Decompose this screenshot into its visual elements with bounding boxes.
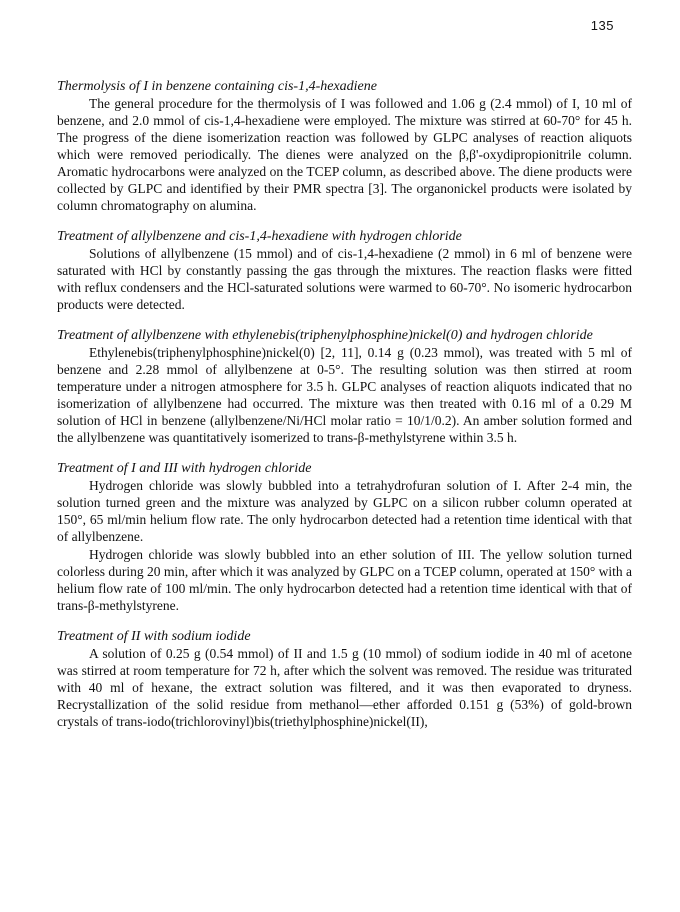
paragraph: Solutions of allylbenzene (15 mmol) and of cis-1,4-hexadiene (2 mmol) in 6 ml of benzene were saturated with HCl by constantly passing the gas through the mixtures. The reaction flasks were fitted with reflux condensers and the HCl-saturated solutions were warmed to 60-70°. No isomeric hydrocarbon products were detected. xyxy=(57,246,632,312)
section-title: Thermolysis of I in benzene containing cis-1,4-hexadiene xyxy=(57,79,377,94)
paragraph: A solution of 0.25 g (0.54 mmol) of II and 1.5 g (10 mmol) of sodium iodide in 40 ml of acetone was stirred at room temperature for 72 h, after which the solvent was removed. The residue was triturated with 40 ml of hexane, the extract solution was filtered, and it was then evaporated to dryness. Recrystallization of the solid residue from methanol—ether afforded 0.151 g (53%) of gold-brown crystals of trans-iodo(trichlorovinyl)bis(triethylphosphine)nickel(II), xyxy=(57,646,632,729)
paragraph: Ethylenebis(triphenylphosphine)nickel(0) [2, 11], 0.14 g (0.23 mmol), was treated with 5 ml of benzene and 2.28 mmol of allylbenzene at 0-5°. The resulting solution was then stirred at room temperature under a nitrogen atmosphere for 3.5 h. GLPC analyses of reaction aliquots indicated that no isomerization of allylbenzene had occurred. The mixture was then treated with 0.16 ml of a 0.29 M solution of HCl in benzene (allylbenzene/Ni/HCl molar ratio = 10/1/0.2). An amber solution formed and the allylbenzene was quantitatively isomerized to trans-β-methylstyrene within 3.5 h. xyxy=(57,345,632,445)
section-allylbenzene-hcl xyxy=(57,228,632,313)
article-body xyxy=(57,78,632,744)
paragraph: The general procedure for the thermolysis of I was followed and 1.06 g (2.4 mmol) of I, 10 ml of benzene, and 2.0 mmol of cis-1,4-hexadiene were employed. The mixture was stirred at 60-70° for 45 h. The progress of the diene isomerization reaction was followed by GLPC analyses of reaction aliquots which were removed periodically. The dienes were analyzed on the β,β'-oxydipropionitrile column. Aromatic hydrocarbons were analyzed on the TCEP column, as described above. The diene products were collected by GLPC and identified by their PMR spectra [3]. The organonickel products were isolated by column chromatography on alumina. xyxy=(57,96,632,213)
section-title: Treatment of allylbenzene with ethylenebis(triphenylphosphine)nickel(0) and hydrogen chloride xyxy=(57,328,593,343)
section-title: Treatment of allylbenzene and cis-1,4-hexadiene with hydrogen chloride xyxy=(57,229,462,244)
section-title: Treatment of I and III with hydrogen chloride xyxy=(57,461,312,476)
section-allylbenzene-nickel xyxy=(57,327,632,446)
section-i-iii-hcl xyxy=(57,460,632,614)
paragraph: Hydrogen chloride was slowly bubbled into a tetrahydrofuran solution of I. After 2-4 min, the solution turned green and the mixture was analyzed by GLPC on a silicon rubber column operated at 150°, 65 ml/min helium flow rate. The only hydrocarbon detected had a retention time identical with that of allylbenzene. xyxy=(57,478,632,544)
page-number: 135 xyxy=(590,18,614,33)
section-title: Treatment of II with sodium iodide xyxy=(57,629,251,644)
paragraph: Hydrogen chloride was slowly bubbled into an ether solution of III. The yellow solution turned colorless during 20 min, after which it was analyzed by GLPC on a TCEP column, operated at 150° with a helium flow rate of 100 ml/min. The only hydrocarbon detected had a retention time identical with that of trans-β-methylstyrene. xyxy=(57,547,632,613)
section-ii-sodium-iodide xyxy=(57,628,632,730)
section-thermolysis xyxy=(57,78,632,214)
